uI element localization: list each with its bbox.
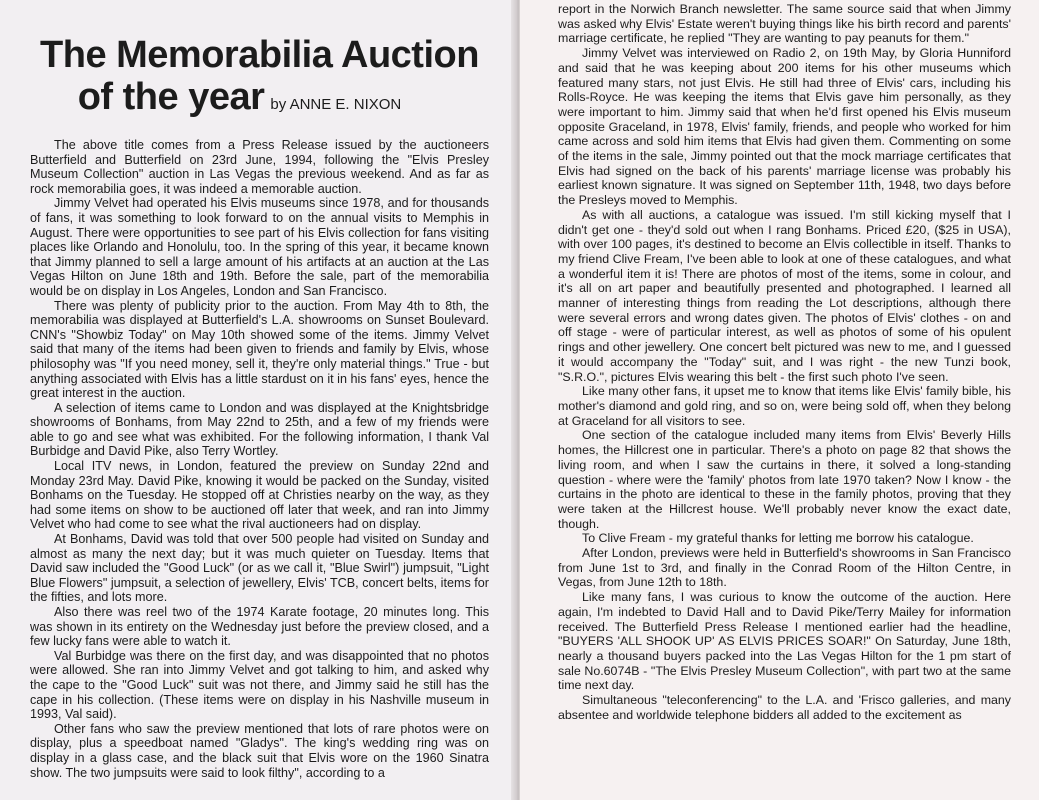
paragraph: Also there was reel two of the 1974 Karate footage, 20 minutes long. This was shown in its entirety on the Wednesday just before the preview closed, and a few lucky fans were able to watch it. bbox=[30, 605, 489, 649]
paragraph: As with all auctions, a catalogue was issued. I'm still kicking myself that I didn't get one - they'd sold out when I rang Bonhams. Priced £20, ($25 in USA), with over 100 pages, it's destined to become an Elvis collectible in itself. Thanks to my friend Clive Fream, I've been able to look at one of these catalogues, and what a wonderful item it is! There are photos of most of the items, some in colour, and it's all on art paper and beautifully presented and photographed. I learned all manner of interesting things from reading the Lot descriptions, although there were several errors and wrong dates given. The photos of Elvis' clothes - on and off stage - were of particular interest, as well as photos of some of his opulent rings and other jewellery. One concert belt pictured was new to me, and I guessed it would accompany the "Today" suit, and I was right - the new Tunzi book, "S.R.O.", pictures Elvis wearing this belt - the first such photo I've seen. bbox=[558, 207, 1011, 384]
paragraph: To Clive Fream - my grateful thanks for letting me borrow his catalogue. bbox=[582, 531, 974, 546]
paragraph: Like many other fans, it upset me to know that items like Elvis' family bible, his mother's diamond and gold ring, and so on, were being sold off, when they belong at Graceland for all visitors to see. bbox=[558, 384, 1011, 428]
paragraph: After London, previews were held in Butterfield's showrooms in San Francisco from June 1st to 3rd, and finally in the Conrad Room of the Hilton Centre, in Vegas, from June 12th to 18th. bbox=[558, 546, 1011, 590]
title-line-2 bbox=[30, 76, 489, 126]
paragraph: Like many fans, I was curious to know the outcome of the auction. Here again, I'm indebted to David Hall and to David Pike/Terry Mailey for information received. The Butterfield Press Release I mentioned earlier had the headline, "BUYERS 'ALL SHOOK UP' AS ELVIS PRICES SOAR!" On Saturday, June 18th, nearly a thousand buyers packed into the Las Vegas Hilton for the 1 pm start of sale No.6074B - "The Elvis Presley Museum Collection", with part two at the same time next day. bbox=[558, 590, 1011, 693]
right-column bbox=[558, 2, 1011, 722]
article-title bbox=[30, 34, 489, 126]
right-page bbox=[520, 0, 1039, 800]
paragraph: Other fans who saw the preview mentioned that lots of rare photos were on display, plus a speedboat named "Gladys". The king's wedding ring was on display in a glass case, and the black suit that Elvis wore on the 1960 Sinatra show. The two jumpsuits were said to look filthy", according to a bbox=[30, 721, 489, 780]
left-column bbox=[30, 138, 489, 780]
paragraph: Local ITV news, in London, featured the preview on Sunday 22nd and Monday 23rd May. David Pike, knowing it would be packed on the Sunday, visited Bonhams on the Tuesday. He stopped off at Christies nearby on the way, as they had some items on show to be auctioned off later that week, and ran into Jimmy Velvet who had come to see what the rival auctioneers had on display. bbox=[30, 459, 489, 532]
byline: by ANNE E. NIXON bbox=[270, 96, 402, 113]
title-line-2-text: of the year bbox=[77, 76, 265, 118]
paragraph: Jimmy Velvet was interviewed on Radio 2, on 19th May, by Gloria Hunniford and said that he was keeping about 200 items for his other museums which featured many stars, not just Elvis. He still had three of Elvis' cars, including his Rolls-Royce. He was keeping the items that Elvis gave him personally, as they were important to him. Jimmy said that when he'd first opened his Elvis museum opposite Graceland, in 1978, Elvis' family, friends, and people who worked for him came across and sold him items that Elvis had given them. Commenting on some of the items in the sale, Jimmy pointed out that the mock marriage certificates that Elvis had signed on the back of his parents' marriage license was probably his earliest known signature. It was signed on September 11th, 1948, two days before the Presleys moved to Memphis. bbox=[558, 46, 1011, 208]
paragraph: The above title comes from a Press Release issued by the auctioneers Butterfield and Butterfield on 23rd June, 1994, following the "Elvis Presley Museum Collection" auction in Las Vegas the previous weekend. And as far as rock memorabilia goes, it was indeed a memorable auction. bbox=[30, 138, 489, 196]
paragraph: At Bonhams, David was told that over 500 people had visited on Sunday and almost as many the next day; but it was much quieter on Tuesday. Items that David saw included the "Good Luck" (or as we call it, "Blue Swirl") jumpsuit, "Light Blue Flowers" jumpsuit, a selection of jewellery, Elvis' TCB, concert belts, items for the fifties, and lots more. bbox=[30, 532, 489, 605]
title-line-1: The Memorabilia Auction bbox=[40, 34, 479, 76]
paragraph: One section of the catalogue included many items from Elvis' Beverly Hills homes, the Hillcrest one in particular. There's a photo on page 82 that shows the living room, and when I saw the curtains in there, it solved a long-standing question - where were the 'family' photos from late 1970 taken? Now I know - the curtains in the photo are identical to these in the family photos, proving that they were taken at the Hillcrest house. We'll probably never know the exact date, though. bbox=[558, 428, 1011, 531]
paragraph: A selection of items came to London and was displayed at the Knightsbridge showrooms of Bonhams, from May 22nd to 25th, and a few of my friends were able to go and see what was exhibited. For the following information, I thank Val Burbidge and David Pike, also Terry Wortley. bbox=[30, 400, 489, 459]
paragraph: There was plenty of publicity prior to the auction. From May 4th to 8th, the memorabilia was displayed at Butterfield's L.A. showrooms on Sunset Boulevard. CNN's "Showbiz Today" on May 10th showed some of the items. Jimmy Velvet said that many of the items had been given to friends and family by Elvis, whose philosophy was "If you need money, sell it, they're only material things." True - but anything associated with Elvis has a little stardust on it in his fans' eyes, hence the great interest in the auction. bbox=[30, 298, 489, 401]
paragraph: Val Burbidge was there on the first day, and was disappointed that no photos were allowed. She ran into Jimmy Velvet and got talking to him, and asked why the cape to the "Good Luck" suit was not there, and Jimmy said he still has the cape in his collection. (These items were on display in his Nashville museum in 1993, Val said). bbox=[30, 648, 489, 722]
paragraph: report in the Norwich Branch newsletter. The same source said that when Jimmy was asked why Elvis' Estate weren't buying things like his birth record and parents' marriage certificate, he replied "They are wanting to pay peanuts for them." bbox=[558, 2, 1011, 46]
paragraph: Simultaneous "teleconferencing" to the L.A. and 'Frisco galleries, and many absentee and worldwide telephone bidders all added to the excitement as bbox=[558, 693, 1011, 722]
left-page bbox=[0, 0, 517, 800]
paragraph: Jimmy Velvet had operated his Elvis museums since 1978, and for thousands of fans, it was something to look forward to on the annual visits to Memphis in August. There were opportunities to see part of his Elvis collection for fans visiting places like Orlando and Honolulu, too. In the spring of this year, it became known that Jimmy planned to sell a large amount of his artifacts at an auction at the Las Vegas Hilton on June 18th and 19th. Before the sale, part of the memorabilia would be on display in Los Angeles, London and San Francisco. bbox=[30, 196, 489, 298]
